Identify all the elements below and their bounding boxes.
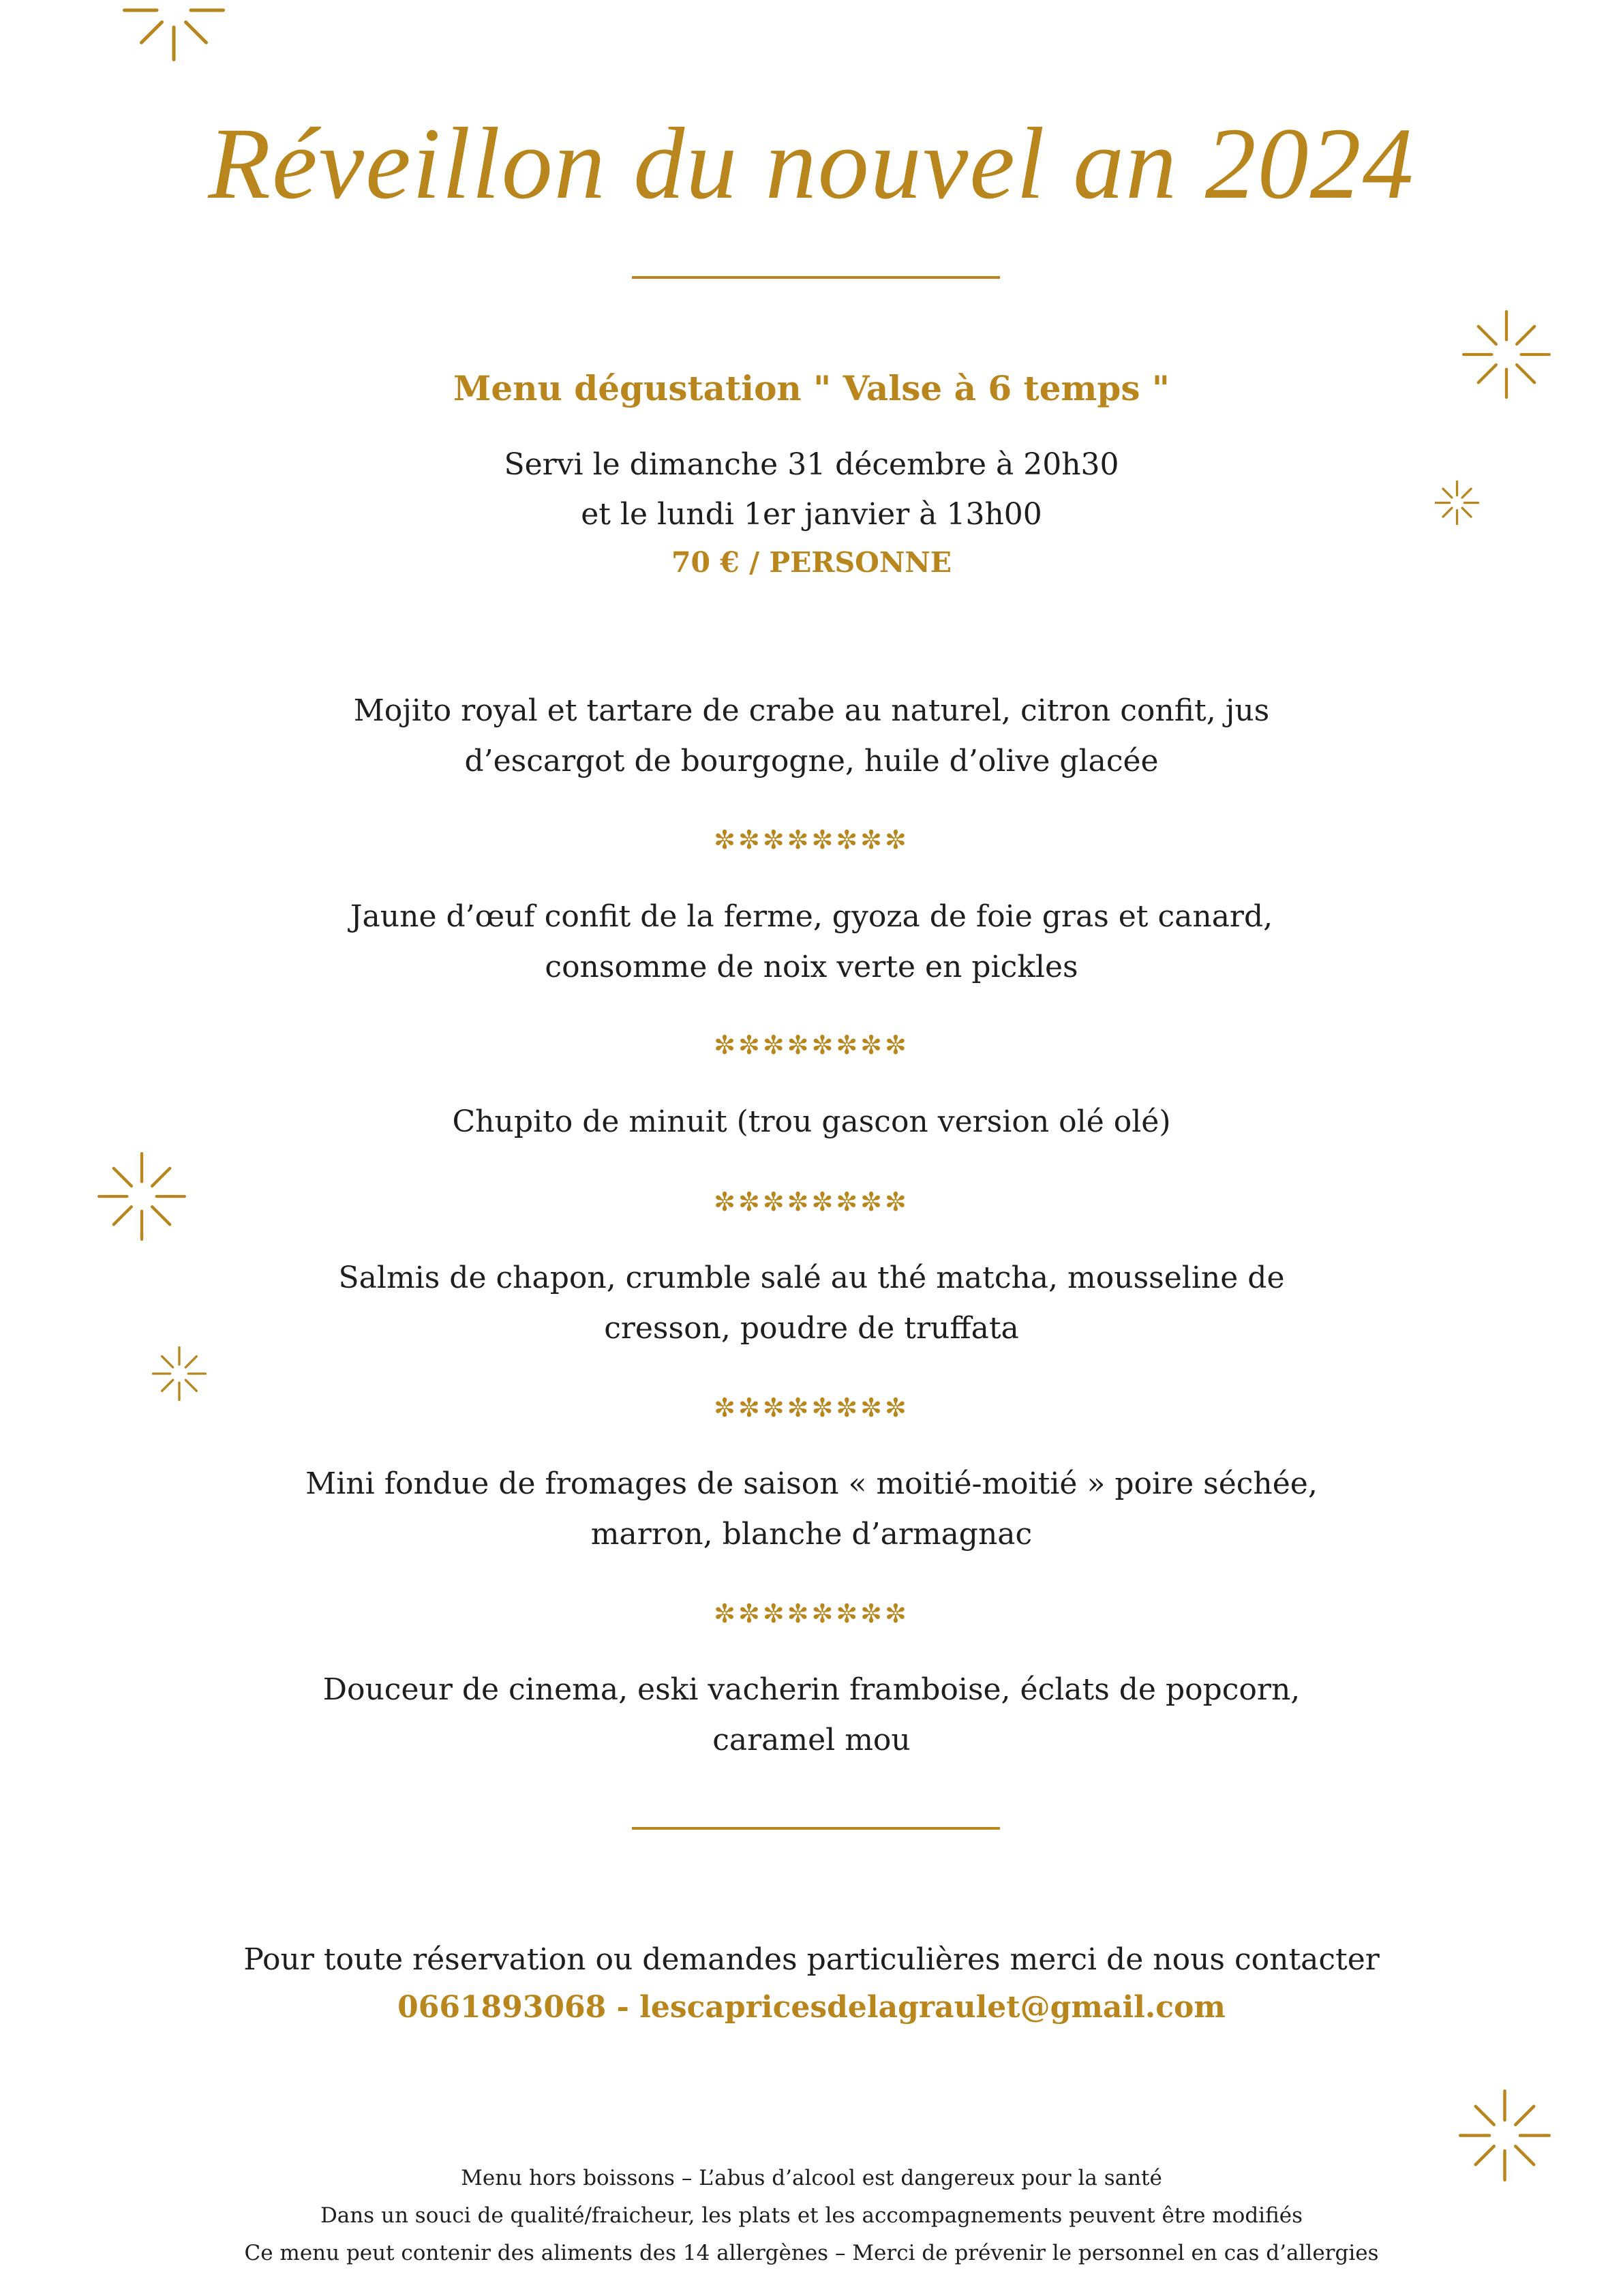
price: 70 € / PERSONNE	[671, 546, 952, 579]
contact-text: Pour toute réservation ou demandes particulières merci de nous contacter	[243, 1942, 1380, 1977]
footer-note-1: Menu hors boissons – L’abus d’alcool est dangereux pour la santé	[461, 2166, 1162, 2190]
separator: ✼✼✼✼✼✼✼✼	[714, 1187, 909, 1217]
divider-bottom	[632, 1827, 1000, 1830]
footer-note-3: Ce menu peut contenir des aliments des 14 allergènes – Merci de prévenir le personnel en cas d’allergies	[244, 2241, 1379, 2265]
separator: ✼✼✼✼✼✼✼✼	[714, 1030, 909, 1060]
dish-line: cresson, poudre de truffata	[604, 1311, 1019, 1346]
dish-line: consomme de noix verte en pickles	[545, 950, 1078, 984]
dish-line: Salmis de chapon, crumble salé au thé matcha, mousseline de	[338, 1260, 1285, 1295]
sparkle-icon	[123, 0, 225, 61]
footer-note-2: Dans un souci de qualité/fraicheur, les plats et les accompagnements peuvent être modifiés	[320, 2203, 1303, 2228]
dish-line: caramel mou	[712, 1723, 911, 1757]
service-date-2: et le lundi 1er janvier à 13h00	[581, 497, 1042, 532]
dish-line: d’escargot de bourgogne, huile d’olive glacée	[464, 744, 1159, 779]
dish-1	[0, 686, 1623, 787]
service-date-1: Servi le dimanche 31 décembre à 20h30	[504, 447, 1119, 482]
dish-line: Jaune d’œuf confit de la ferme, gyoza de foie gras et canard,	[350, 899, 1273, 934]
contact-info[interactable]: 0661893068 - lescapricesdelagraulet@gmail.com	[397, 1990, 1226, 2025]
dish-4	[0, 1253, 1623, 1354]
dish-6	[0, 1665, 1623, 1766]
dish-line: Mojito royal et tartare de crabe au naturel, citron confit, jus	[353, 693, 1270, 728]
dish-2	[0, 892, 1623, 993]
separator: ✼✼✼✼✼✼✼✼	[714, 1393, 909, 1423]
menu-subtitle: Menu dégustation " Valse à 6 temps "	[453, 368, 1170, 408]
separator: ✼✼✼✼✼✼✼✼	[714, 1599, 909, 1629]
dish-line: Douceur de cinema, eski vacherin framboise, éclats de popcorn,	[322, 1672, 1301, 1707]
divider-top	[632, 276, 1000, 279]
dish-line: Mini fondue de fromages de saison « moitié-moitié » poire séchée,	[305, 1466, 1318, 1501]
dish-line: Chupito de minuit (trou gascon version olé olé)	[452, 1104, 1171, 1139]
dish-5	[0, 1459, 1623, 1560]
dish-3	[0, 1097, 1623, 1147]
dish-line: marron, blanche d’armagnac	[590, 1517, 1033, 1552]
separator: ✼✼✼✼✼✼✼✼	[714, 825, 909, 855]
page-title: Réveillon du nouvel an 2024	[208, 107, 1415, 220]
